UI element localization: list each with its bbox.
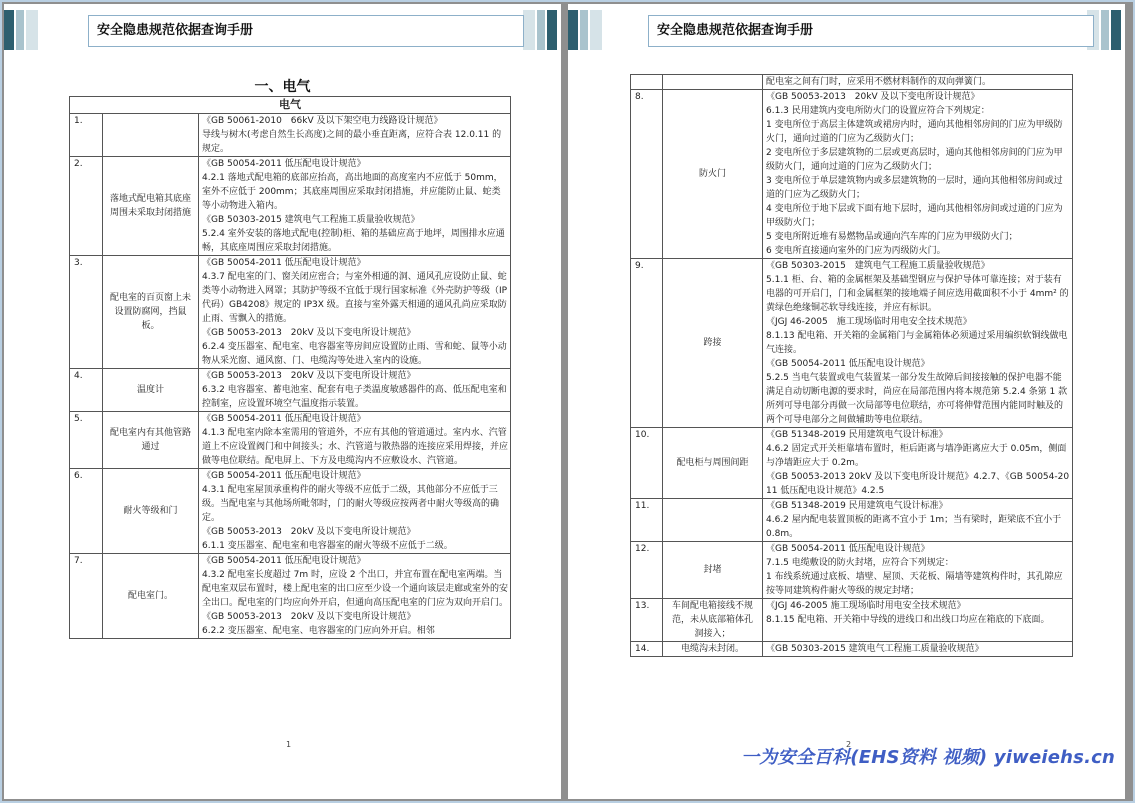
regulation-content: 《GB 50061-2010 66kV 及以下架空电力线路设计规范》 导线与树木(考虑自然生长高度)之间的最小垂直距离，应符合表 12.0.11 的规定。 xyxy=(199,114,511,157)
table-row xyxy=(631,428,1073,499)
header-decoration xyxy=(568,10,578,50)
regulation-content: 《GB 50054-2011 低压配电设计规范》 4.1.3 配电室内除本室需用的管道外，不应有其他的管道通过。室内水、汽管道上不应设置阀门和中间接头；水、汽管道与散热器的连接应采用焊接，并应做等电位联结。配电屏上、下方及电缆沟内不应敷设水、汽管道。 xyxy=(199,412,511,469)
table-row xyxy=(70,369,511,412)
regulation-table xyxy=(69,96,511,639)
hazard-category xyxy=(663,499,763,542)
regulation-content: 《GB 50054-2011 低压配电设计规范》 4.2.1 落地式配电箱的底部应抬高，高出地面的高度室内不应低于 50mm，室外不应低于 200mm；其底座周围应采取封闭措施，并应能防止鼠、蛇类等小动物进入箱内。 《GB 50303-2015 建筑电气工程施工质量验收规范》 5.2.4 室外安装的落地式配电(控制)柜、箱的基础应高于地坪，周围排水应通畅，其底座周围应采取封闭措施。 xyxy=(199,157,511,256)
regulation-content: 《GB 50054-2011 低压配电设计规范》 7.1.5 电缆敷设的防火封堵，应符合下列规定： 1 布线系统通过底板、墙壁、屋顶、天花板、隔墙等建筑构件时，其孔隙应按等同建筑构件耐火等级的规定封堵； xyxy=(763,542,1073,599)
table-row xyxy=(631,642,1073,657)
header-decoration xyxy=(523,10,535,50)
regulation-content: 配电室之间有门时，应采用不燃材料制作的双向弹簧门。 xyxy=(763,75,1073,90)
regulation-content: 《GB 50053-2013 20kV 及以下变电所设计规范》 6.3.2 电容器室、蓄电池室、配套有电子类温度敏感器件的高、低压配电室和控制室，应设置环境空气温度指示装置。 xyxy=(199,369,511,412)
hazard-category: 配电室的百页窗上未设置防腐网，挡鼠板。 xyxy=(103,256,199,369)
row-number: 5. xyxy=(70,412,103,469)
page-number: 2 xyxy=(846,740,852,749)
regulation-content: 《JGJ 46-2005 施工现场临时用电安全技术规范》 8.1.15 配电箱、开关箱中导线的进线口和出线口均应在箱底的下底面。 xyxy=(763,599,1073,642)
regulation-content: 《GB 50054-2011 低压配电设计规范》 4.3.7 配电室的门、窗关闭应密合；与室外相通的洞、通风孔应设防止鼠、蛇类等小动物进入网罩；其防护等级不宜低于现行国家标准《外壳防护等级（IP 代码）GB4208》规定的 IP3X 级。直接与室外露天相通的通风孔尚应采取防止雨、雪飘入的措施。 《GB 50053-2013 20kV 及以下变电所设计规范》 6.2.4 变压器室、配电室、电容器室等房间应设置防止雨、雪和蛇、鼠等小动物从采光窗、通风窗、门、电缆沟等处进入室内的设施。 xyxy=(199,256,511,369)
hazard-category: 封堵 xyxy=(663,542,763,599)
regulation-content: 《GB 50054-2011 低压配电设计规范》 4.3.2 配电室长度超过 7m 时，应设 2 个出口，并宜布置在配电室两端。当配电室双层布置时，楼上配电室的出口应至少设一个通向该层走廊或室外的安全出口。配电室的门均应向外开启，但通向高压配电室的门应为双向开启门。 《GB 50053-2013 20kV 及以下变电所设计规范》 6.2.2 变压器室、配电室、电容器室的门应向外开启。相邻 xyxy=(199,554,511,639)
header-decoration xyxy=(26,10,38,50)
hazard-category: 配电柜与周围间距 xyxy=(663,428,763,499)
page-header xyxy=(568,4,1125,62)
section-title: 一、电气 xyxy=(254,79,311,95)
document-page-1 xyxy=(4,4,561,799)
regulation-content: 《GB 51348-2019 民用建筑电气设计标准》 4.6.2 屋内配电装置顶板的距离不宜小于 1m；当有梁时，距梁底不宜小于 0.8m。 xyxy=(763,499,1073,542)
page-number: 1 xyxy=(286,740,292,749)
regulation-content: 《GB 50303-2015 建筑电气工程施工质量验收规范》 5.1.1 柜、台、箱的金属框架及基础型钢应与保护导体可靠连接；对于装有电器的可开启门，门和金属框架的接地端子间应选用截面积不小于 4mm² 的黄绿色绝缘铜芯软导线连接，并应有标识。 《JGJ 46-2005 施工现场临时用电安全技术规范》 8.1.13 配电箱、开关箱的金属箱门与金属箱体必须通过采用编织软铜线做电气连接。 《GB 50054-2011 低压配电设计规范》 5.2.5 当电气装置或电气装置某一部分发生故障后间接接触的保护电器不能满足自动切断电源的要求时，尚应在局部范围内将本规范第 5.2.4 条第 1 款所列可导电部分再做一次局部等电位联结，亦可将伸臂范围内能同时触及的两个可导电部分之间做辅助等电位联结。 xyxy=(763,259,1073,428)
table-row xyxy=(631,599,1073,642)
row-number: 1. xyxy=(70,114,103,157)
row-number: 13. xyxy=(631,599,663,642)
row-number: 8. xyxy=(631,90,663,259)
site-watermark: 一为安全百科(EHS资料 视频) yiweiehs.cn xyxy=(741,747,1115,768)
header-decoration xyxy=(580,10,588,50)
hazard-category: 温度计 xyxy=(103,369,199,412)
hazard-category: 防火门 xyxy=(663,90,763,259)
row-number: 4. xyxy=(70,369,103,412)
table-title: 电气 xyxy=(70,97,511,114)
header-title: 安全隐患规范依据查询手册 xyxy=(648,15,1094,47)
hazard-category: 电缆沟未封闭。 xyxy=(663,642,763,657)
table-row xyxy=(70,114,511,157)
header-decoration xyxy=(590,10,602,50)
hazard-category: 落地式配电箱其底座周围未采取封闭措施 xyxy=(103,157,199,256)
table-row xyxy=(631,499,1073,542)
hazard-category: 车间配电箱接线不规范，未从底部箱体孔洞接入； xyxy=(663,599,763,642)
table-row xyxy=(70,469,511,554)
hazard-category: 配电室内有其他管路通过 xyxy=(103,412,199,469)
table-row xyxy=(70,554,511,639)
table-title-row xyxy=(70,97,511,114)
row-number: 2. xyxy=(70,157,103,256)
table-row xyxy=(70,157,511,256)
table-row xyxy=(631,259,1073,428)
table-row xyxy=(631,75,1073,90)
header-title: 安全隐患规范依据查询手册 xyxy=(88,15,524,47)
row-number: 11. xyxy=(631,499,663,542)
hazard-category: 跨接 xyxy=(663,259,763,428)
header-decoration xyxy=(16,10,24,50)
regulation-content: 《GB 51348-2019 民用建筑电气设计标准》 4.6.2 固定式开关柜靠墙布置时，柜后距离与墙净距离应大于 0.05m，侧面与净墙距应大于 0.2m。 《GB 50053-2013 20kV 及以下变电所设计规范》4.2.7、《GB 50054-2011 低压配电设计规范》4.2.5 xyxy=(763,428,1073,499)
hazard-category xyxy=(663,75,763,90)
header-decoration xyxy=(4,10,14,50)
regulation-content: 《GB 50054-2011 低压配电设计规范》 4.3.1 配电室屋顶承重构件的耐火等级不应低于二级，其他部分不应低于三级。当配电室与其他场所毗邻时，门的耐火等级应按两者中耐火等级高的确定。 《GB 50053-2013 20kV 及以下变电所设计规范》 6.1.1 变压器室、配电室和电容器室的耐火等级不应低于二级。 xyxy=(199,469,511,554)
header-decoration xyxy=(1111,10,1121,50)
table-row xyxy=(631,90,1073,259)
hazard-category: 配电室门。 xyxy=(103,554,199,639)
table-row xyxy=(70,256,511,369)
document-page-2 xyxy=(568,4,1125,799)
table-row xyxy=(70,412,511,469)
regulation-table xyxy=(630,74,1073,657)
header-decoration xyxy=(1101,10,1109,50)
row-number: 7. xyxy=(70,554,103,639)
row-number: 6. xyxy=(70,469,103,554)
hazard-category xyxy=(103,114,199,157)
regulation-content: 《GB 50053-2013 20kV 及以下变电所设计规范》 6.1.3 民用建筑内变电所防火门的设置应符合下列规定： 1 变电所位于高层主体建筑或裙房内时，通向其他相邻房间的门应为甲级防火门，通向过道的门应为乙级防火门； 2 变电所位于多层建筑物的二层或更高层时，通向其他相邻房间的门应为甲级防火门，通向过道的门应为乙级防火门； 3 变电所位于单层建筑物内或多层建筑物的一层时，通向其他相邻房间或过道的门应为乙级防火门； 4 变电所位于地下层或下面有地下层时，通向其他相邻房间或过道的门应为甲级防火门； 5 变电所附近堆有易燃物品或通向汽车库的门应为甲级防火门； 6 变电所直接通向室外的门应为丙级防火门。 xyxy=(763,90,1073,259)
header-decoration xyxy=(537,10,545,50)
row-number: 3. xyxy=(70,256,103,369)
regulation-content: 《GB 50303-2015 建筑电气工程施工质量验收规范》 xyxy=(763,642,1073,657)
row-number: 9. xyxy=(631,259,663,428)
page-header xyxy=(4,4,561,62)
row-number: 12. xyxy=(631,542,663,599)
row-number xyxy=(631,75,663,90)
header-decoration xyxy=(547,10,557,50)
table-row xyxy=(631,542,1073,599)
row-number: 10. xyxy=(631,428,663,499)
hazard-category: 耐火等级和门 xyxy=(103,469,199,554)
row-number: 14. xyxy=(631,642,663,657)
